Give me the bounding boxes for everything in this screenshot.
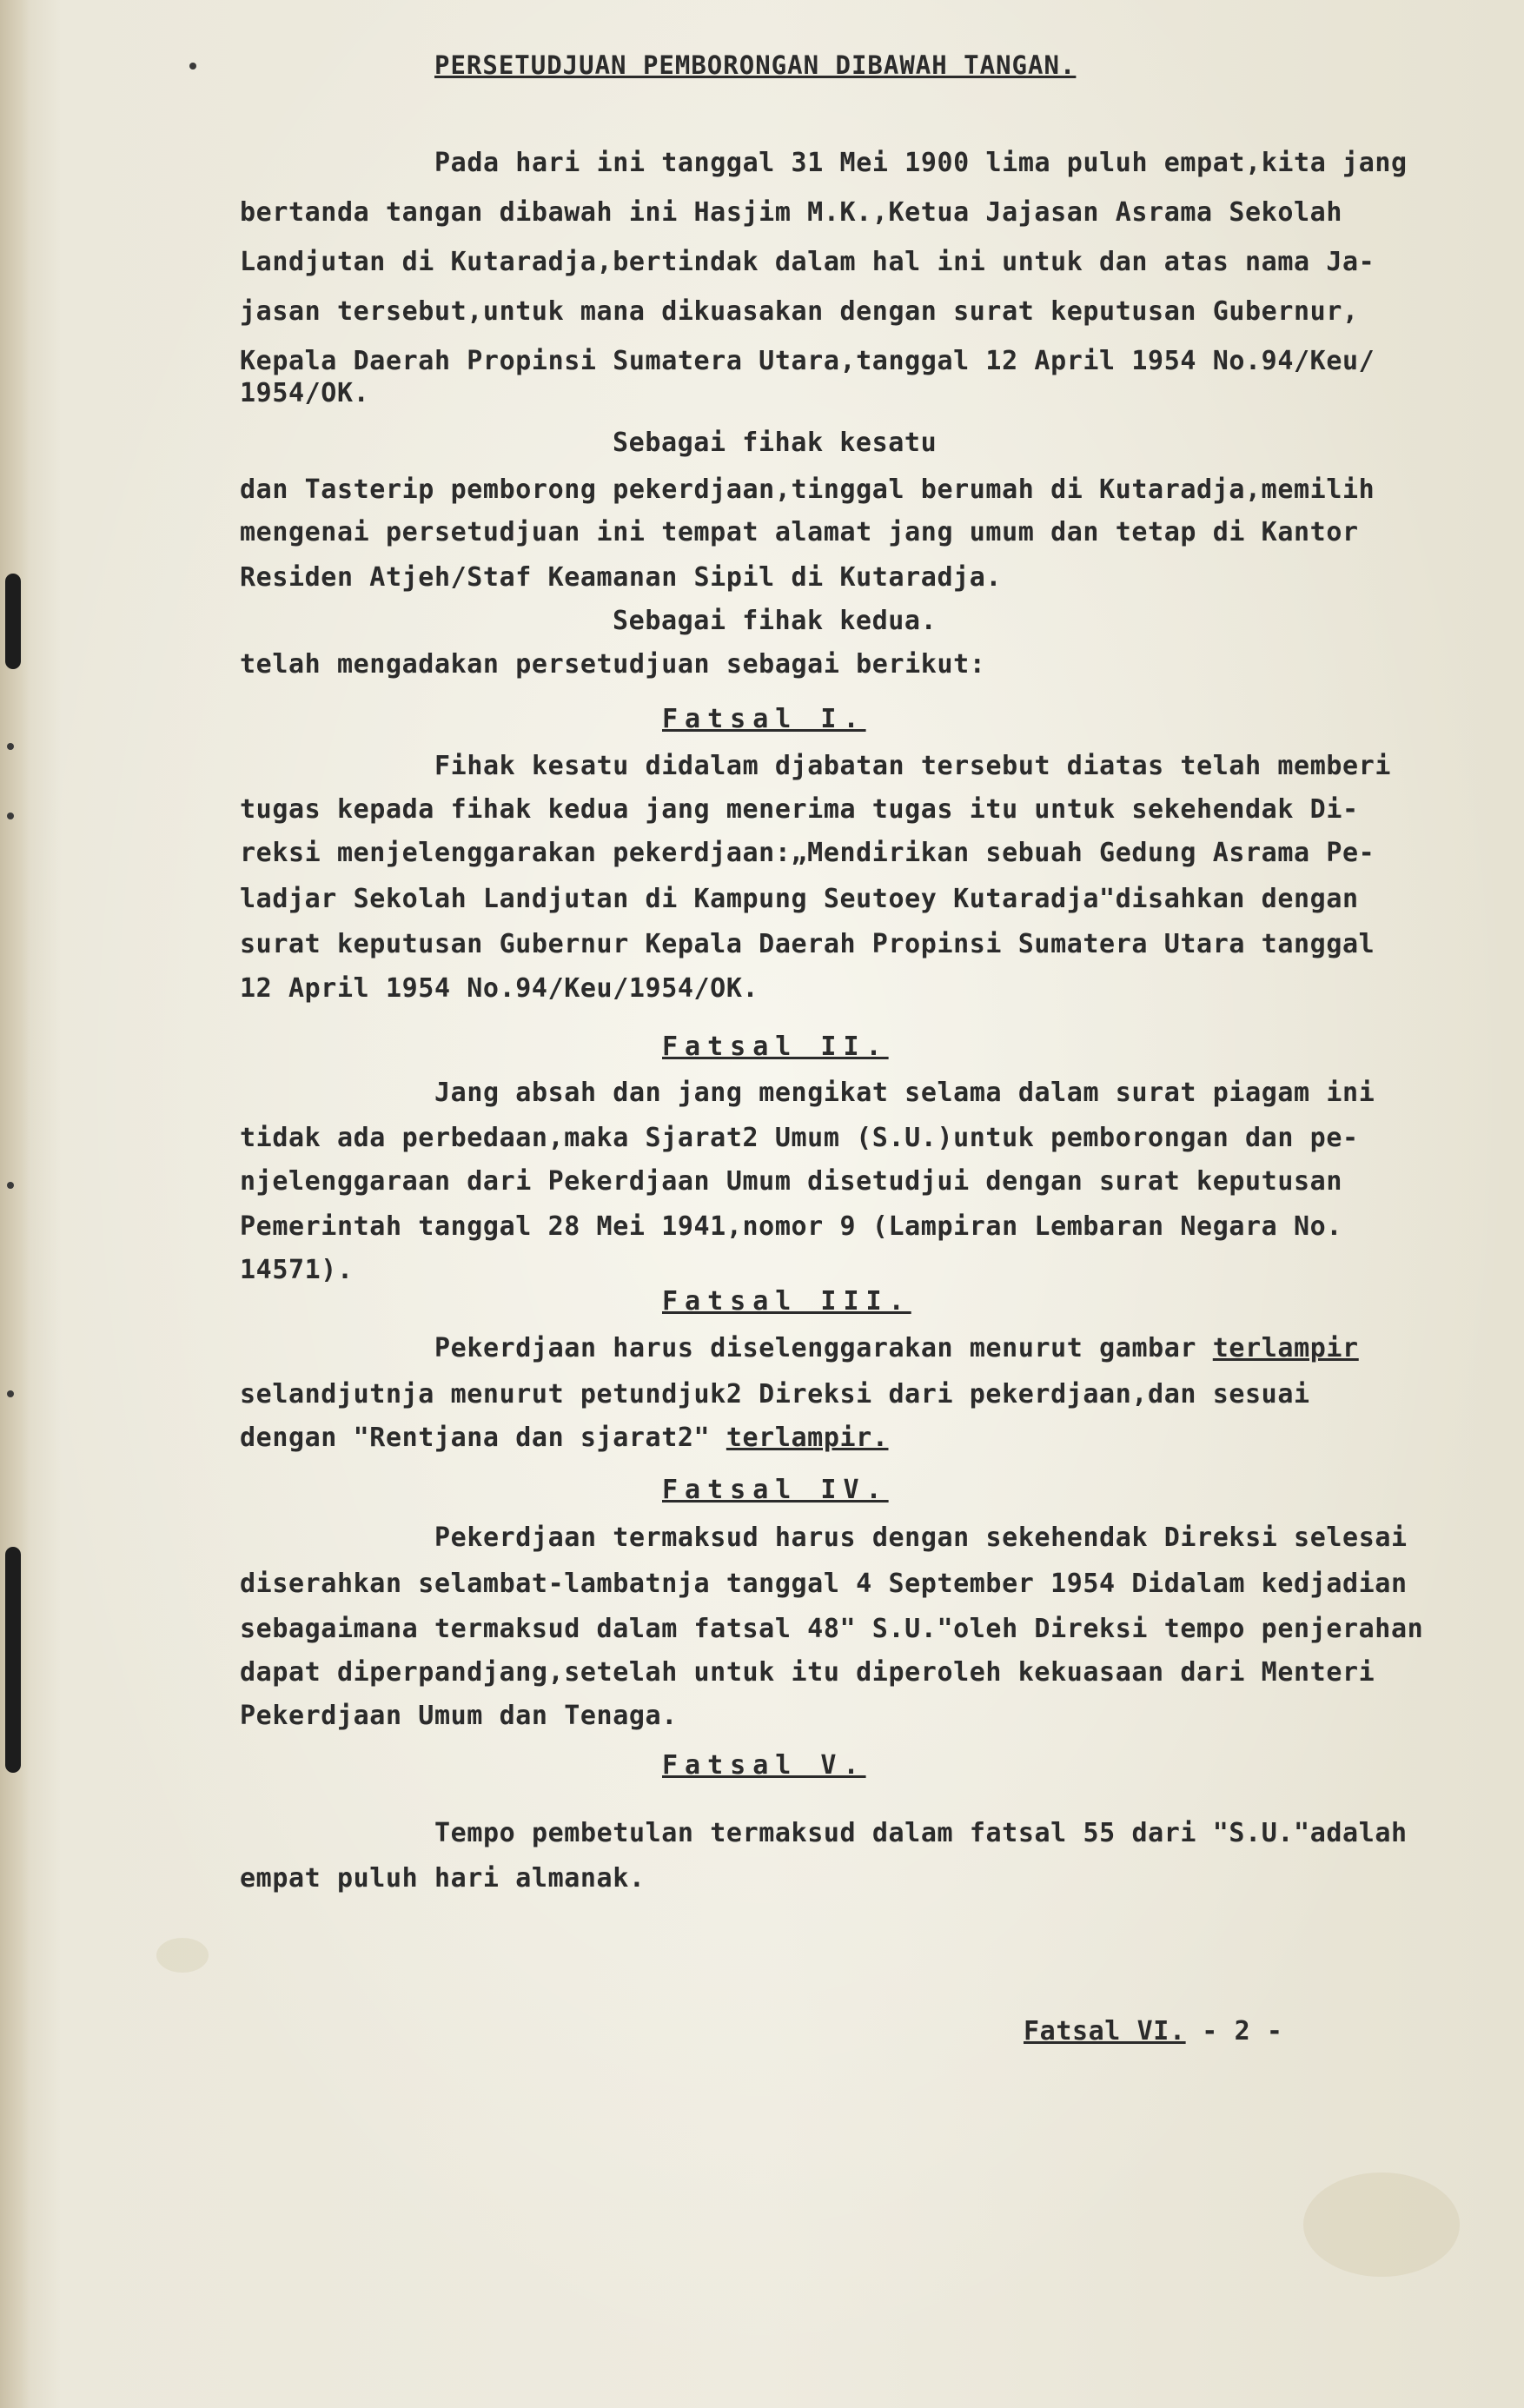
article-1-line-2: tugas kepada fihak kedua jang menerima tugas itu untuk sekehendak Di- — [240, 794, 1359, 825]
paper-stain — [1303, 2173, 1460, 2277]
article-4-line-5: Pekerdjaan Umum dan Tenaga. — [240, 1701, 678, 1731]
article-2-line-5: 14571). — [240, 1255, 354, 1285]
paper-stain — [156, 1938, 209, 1973]
page-number: - 2 - — [1185, 2016, 1283, 2046]
article-2-line-2: tidak ada perbedaan,maka Sjarat2 Umum (S.U.)untuk pemborongan dan pe- — [240, 1123, 1359, 1153]
article-4-heading: Fatsal IV. — [662, 1475, 889, 1505]
article-3-heading: Fatsal III. — [662, 1286, 911, 1317]
article-4-line-4: dapat diperpandjang,setelah untuk itu diperoleh kekuasaan dari Menteri — [240, 1657, 1375, 1688]
binding-hole-lower — [5, 1547, 21, 1773]
article-1-line-5: surat keputusan Gubernur Kepala Daerah Propinsi Sumatera Utara tanggal — [240, 929, 1375, 959]
opening-line-4: jasan tersebut,untuk mana dikuasakan dengan surat keputusan Gubernur, — [240, 296, 1359, 327]
article-4-line-1: Pekerdjaan termaksud harus dengan sekehendak Direksi selesai — [434, 1522, 1408, 1553]
opening-line-3: Landjutan di Kutaradja,bertindak dalam hal ini untuk dan atas nama Ja- — [240, 247, 1375, 277]
continuation-footer — [1024, 2014, 1283, 2049]
article-3-line-3-text: dengan "Rentjana dan sjarat2" — [240, 1423, 726, 1453]
article-1-line-1: Fihak kesatu didalam djabatan tersebut diatas telah memberi — [434, 751, 1392, 781]
ink-dot — [7, 743, 14, 750]
attachment-reference: terlampir — [1212, 1333, 1359, 1363]
binding-hole-upper — [5, 574, 21, 669]
ink-dot — [189, 63, 196, 70]
article-1-line-4: ladjar Sekolah Landjutan di Kampung Seutoey Kutaradja"disahkan dengan — [240, 884, 1359, 914]
article-1-line-3: reksi menjelenggarakan pekerdjaan:„Mendirikan sebuah Gedung Asrama Pe- — [240, 838, 1375, 868]
left-page-edge — [0, 0, 30, 2408]
party-two-line-1: dan Tasterip pemborong pekerdjaan,tinggal berumah di Kutaradja,memilih — [240, 474, 1375, 505]
party-two-line-3: Residen Atjeh/Staf Keamanan Sipil di Kutaradja. — [240, 562, 1003, 593]
party-one-label: Sebagai fihak kesatu — [613, 428, 938, 458]
party-two-label: Sebagai fihak kedua. — [613, 606, 938, 636]
ink-dot — [7, 1182, 14, 1189]
party-two-line-2: mengenai persetudjuan ini tempat alamat jang umum dan tetap di Kantor — [240, 517, 1359, 547]
article-5-line-2: empat puluh hari almanak. — [240, 1863, 646, 1894]
article-4-line-3: sebagaimana termaksud dalam fatsal 48" S.U."oleh Direksi tempo penjerahan — [240, 1614, 1424, 1644]
opening-line-1: Pada hari ini tanggal 31 Mei 1900 lima puluh empat,kita jang — [434, 148, 1408, 178]
article-1-line-6: 12 April 1954 No.94/Keu/1954/OK. — [240, 973, 759, 1004]
article-2-line-3: njelenggaraan dari Pekerdjaan Umum disetudjui dengan surat keputusan — [240, 1166, 1342, 1197]
article-3-line-2: selandjutnja menurut petundjuk2 Direksi dari pekerdjaan,dan sesuai — [240, 1379, 1310, 1410]
ink-dot — [7, 1390, 14, 1397]
article-1-heading: Fatsal I. — [662, 704, 866, 734]
article-3-line-1-text: Pekerdjaan harus diselenggarakan menurut gambar — [434, 1333, 1213, 1363]
article-2-heading: Fatsal II. — [662, 1032, 889, 1062]
article-4-line-2: diserahkan selambat-lambatnja tanggal 4 September 1954 Didalam kedjadian — [240, 1569, 1408, 1599]
article-2-line-4: Pemerintah tanggal 28 Mei 1941,nomor 9 (Lampiran Lembaran Negara No. — [240, 1211, 1342, 1242]
article-3-line-3 — [240, 1421, 888, 1456]
ink-dot — [7, 813, 14, 819]
opening-line-6: 1954/OK. — [240, 378, 370, 408]
next-article-reference: Fatsal VI. — [1024, 2016, 1186, 2046]
article-2-line-1: Jang absah dan jang mengikat selama dalam surat piagam ini — [434, 1078, 1375, 1108]
article-3-line-1 — [434, 1331, 1359, 1366]
opening-line-2: bertanda tangan dibawah ini Hasjim M.K.,Ketua Jajasan Asrama Sekolah — [240, 197, 1342, 228]
article-5-line-1: Tempo pembetulan termaksud dalam fatsal 55 dari "S.U."adalah — [434, 1818, 1408, 1848]
article-5-heading: Fatsal V. — [662, 1750, 866, 1781]
agreement-intro: telah mengadakan persetudjuan sebagai berikut: — [240, 649, 986, 680]
document-title: PERSETUDJUAN PEMBORONGAN DIBAWAH TANGAN. — [434, 50, 1077, 80]
attachment-reference: terlampir. — [726, 1423, 889, 1453]
opening-line-5: Kepala Daerah Propinsi Sumatera Utara,tanggal 12 April 1954 No.94/Keu/ — [240, 346, 1375, 376]
